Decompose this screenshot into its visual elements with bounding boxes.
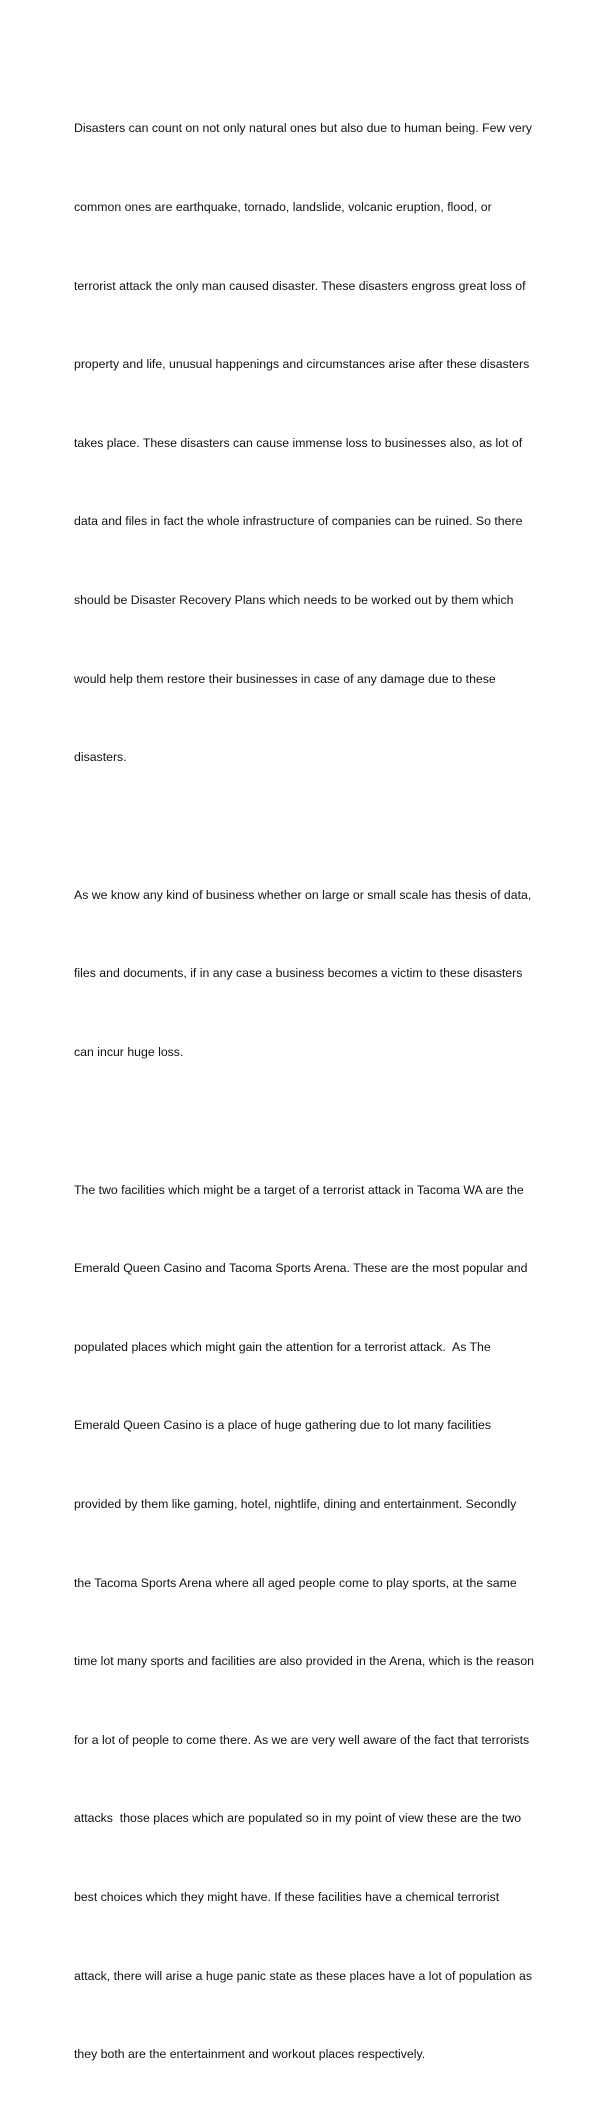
- text-line: data and files in fact the whole infrastructure of companies can be ruined. So there: [74, 514, 523, 529]
- text-line: time lot many sports and facilities are also provided in the Arena, which is the reason: [74, 1654, 535, 1669]
- text-line: disasters.: [74, 750, 127, 765]
- text-line: files and documents, if in any case a business becomes a victim to these disasters: [74, 966, 523, 981]
- text-line: takes place. These disasters can cause immense loss to businesses also, as lot of: [74, 435, 523, 450]
- text-line: attacks those places which are populated so in my point of view these are the two: [74, 1811, 522, 1826]
- text-line: Emerald Queen Casino and Tacoma Sports Arena. These are the most popular and: [74, 1261, 528, 1276]
- text-line: the Tacoma Sports Arena where all aged people come to play sports, at the same: [74, 1575, 517, 1590]
- text-line: property and life, unusual happenings and circumstances arise after these disasters: [74, 357, 530, 372]
- text-line: for a lot of people to come there. As we are very well aware of the fact that terrorists: [74, 1732, 530, 1747]
- text-line: Emerald Queen Casino is a place of huge gathering due to lot many facilities: [74, 1418, 491, 1433]
- text-line: As we know any kind of business whether on large or small scale has thesis of data,: [74, 887, 532, 902]
- text-line: they both are the entertainment and workout places respectively.: [74, 2047, 426, 2062]
- text-line: attack, there will arise a huge panic state as these places have a lot of population as: [74, 1968, 532, 1983]
- text-line: terrorist attack the only man caused disaster. These disasters engross great loss of: [74, 278, 526, 293]
- paragraph-1: [74, 63, 534, 823]
- text-line: should be Disaster Recovery Plans which needs to be worked out by them which: [74, 593, 514, 608]
- text-line: would help them restore their businesses in case of any damage due to these: [74, 671, 496, 686]
- paragraph-3: [74, 1124, 534, 2120]
- text-line: populated places which might gain the attention for a terrorist attack. As The: [74, 1339, 491, 1354]
- text-line: can incur huge loss.: [74, 1045, 184, 1060]
- text-line: The two facilities which might be a target of a terrorist attack in Tacoma WA are the: [74, 1182, 524, 1197]
- paragraph-2: [74, 829, 534, 1117]
- document-body: [74, 63, 534, 2126]
- text-line: Disasters can count on not only natural ones but also due to human being. Few very: [74, 121, 532, 136]
- text-line: provided by them like gaming, hotel, nightlife, dining and entertainment. Secondly: [74, 1496, 517, 1511]
- text-line: best choices which they might have. If these facilities have a chemical terrorist: [74, 1890, 500, 1905]
- text-line: common ones are earthquake, tornado, landslide, volcanic eruption, flood, or: [74, 200, 492, 215]
